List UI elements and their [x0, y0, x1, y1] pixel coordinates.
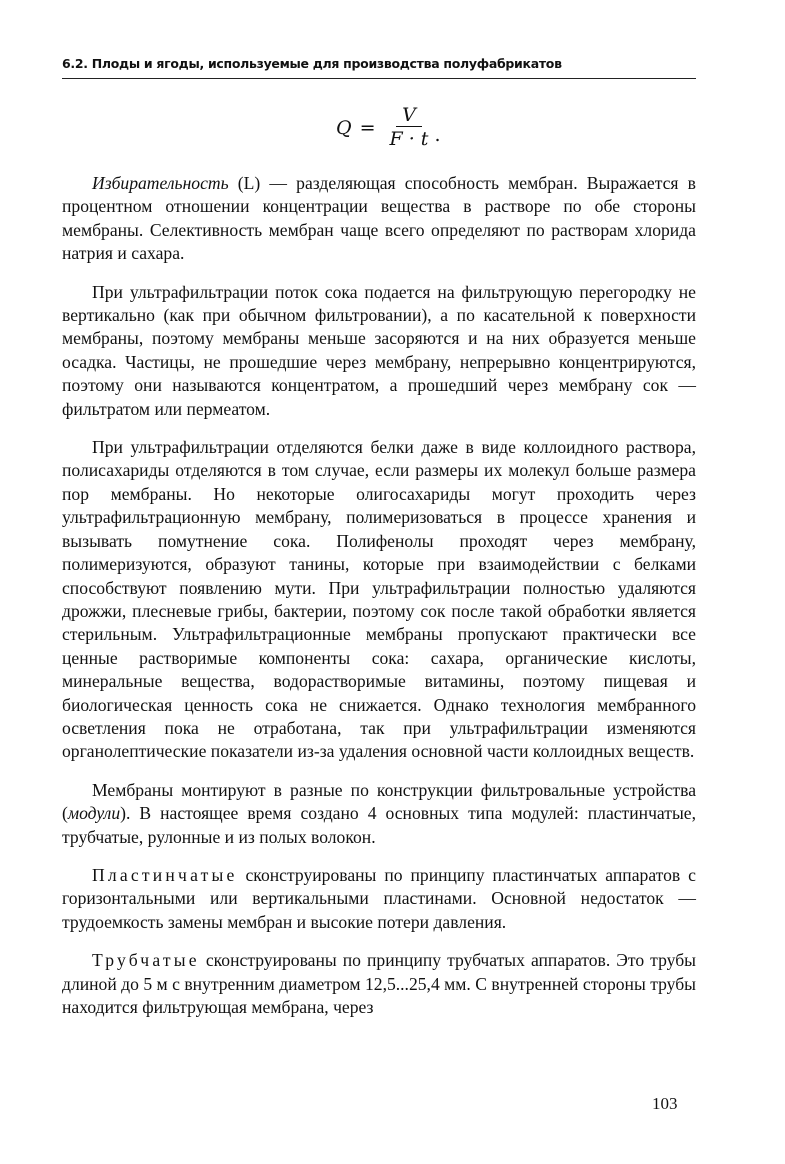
formula: [336, 104, 440, 151]
paragraph-tubular-modules: [62, 949, 696, 1019]
paragraph-ultrafiltration-effects: При ультрафильтрации отделяются белки даже в виде коллоидного раствора, полисахариды отделяются в том случае, если размеры их молекул больше размера пор мембраны. Но некоторые олигосахариды могут проходить через ультрафильтрационную мембрану, полимеризоваться в процессе хранения и вызывать помутнение сока. Полифенолы проходят через мембрану, полимеризуются, образуют танины, которые при взаимодействии с белками способствуют появлению мути. При ультрафильтрации полностью удаляются дрожжи, плесневые грибы, бактерии, поэтому сок после такой обработки является стерильным. Ультрафильтрационные мембраны пропускают практически все ценные растворимые компоненты сока: сахара, органические кислоты, минеральные вещества, водорастворимые витамины, поэтому пищевая и биологическая ценность сока не снижается. Однако технология мембранного осветления пока не отработана, так при ультрафильтрации изменяются органолептические показатели из-за удаления основной части коллоидных веществ.: [62, 437, 696, 762]
paragraph-plate-text: сконструированы по принципу пластинчатых аппаратов с горизонтальными или вертикальными пластинами. Основной недостаток — трудоемкость замены мембран и высокие потери давления.: [62, 864, 696, 932]
paragraph-selectivity: [62, 172, 696, 266]
paragraph-modules: [62, 779, 696, 849]
formula-period: .: [434, 123, 441, 146]
paragraph-modules-after: ). В настоящее время создано 4 основных типа модулей: пластинчатые, трубчатые, рулонные и из полых волокон.: [62, 803, 696, 847]
term-plate: Пластинчатые: [92, 864, 238, 885]
paragraph-selectivity-text: (L) — разделяющая способность мембран. Выражается в процентном отношении концентрации вещества в растворе по обе стороны мембраны. Селективность мембран чаще всего определяют по растворам хлорида натрия и сахара.: [62, 173, 696, 264]
header-rule: [62, 78, 696, 79]
paragraph-plate-modules: [62, 864, 696, 934]
formula-equals: =: [359, 116, 376, 139]
formula-fraction: [386, 104, 433, 151]
term-selectivity: Избирательность: [92, 173, 229, 193]
paragraph-tubular-text: сконструированы по принципу трубчатых аппаратов. Это трубы длиной до 5 м с внутренним диаметром 12,5...25,4 мм. С внутренней стороны трубы находится фильтрующая мембрана, через: [62, 950, 696, 1017]
formula-numerator: V: [396, 104, 422, 127]
formula-denominator: F · t: [389, 128, 429, 150]
page-number: 103: [652, 1094, 678, 1113]
paragraph-modules-before: Мембраны монтируют в разные по конструкции фильтровальные устройства (: [62, 779, 696, 824]
term-modules: модули: [67, 803, 121, 824]
running-header: 6.2. Плоды и ягоды, используемые для производства полуфабрикатов: [62, 56, 562, 71]
body-text: [62, 172, 696, 1034]
formula-lhs: Q: [336, 116, 352, 139]
paragraph-ultrafiltration-flow: При ультрафильтрации поток сока подается на фильтрующую перегородку не вертикально (как при обычном фильтровании), а по касательной к поверхности мембраны, поэтому мембраны меньше засоряются и на них образуется меньше осадка. Частицы, не прошедшие через мембрану, непрерывно концентрируются, поэтому они называются концентратом, а прошедший через мембрану сок — фильтратом или пермеатом.: [62, 281, 696, 419]
term-tubular: Трубчатые: [92, 950, 200, 971]
